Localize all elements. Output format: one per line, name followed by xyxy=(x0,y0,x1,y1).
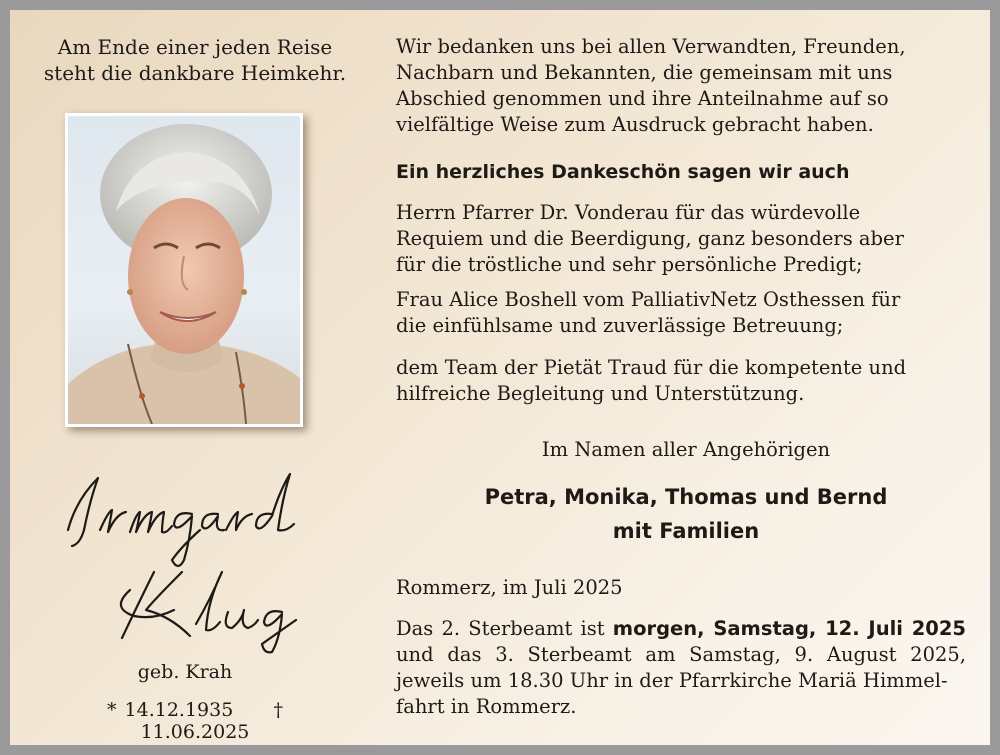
life-dates xyxy=(50,699,340,743)
bereaved-family xyxy=(396,480,976,548)
text-line: Wir bedanken uns bei allen Verwandten, Freunden, xyxy=(396,35,906,58)
text-line: Herrn Pfarrer Dr. Vonderau für das würdevolle xyxy=(396,201,861,224)
motto-line: steht die dankbare Heimkehr. xyxy=(43,61,347,85)
notice-text: fahrt in Rommerz. xyxy=(396,695,577,718)
service-notice xyxy=(396,616,966,720)
notice-highlight-date: morgen, Samstag, 12. Juli 2025 xyxy=(612,617,966,640)
thanks-funeral-home xyxy=(396,355,966,407)
maiden-name: geb. Krah xyxy=(137,661,233,683)
text-line: die einfühlsame und zuverlässige Betreuung; xyxy=(396,314,844,337)
text-line: hilfreiche Begleitung und Unterstützung. xyxy=(396,382,805,405)
text-line: Frau Alice Boshell vom PalliativNetz Osthessen für xyxy=(396,288,901,311)
bereaved-families: mit Familien xyxy=(612,519,760,543)
obituary-card xyxy=(10,10,990,745)
portrait-photo xyxy=(68,116,300,424)
text-line: Requiem und die Beerdigung, ganz besonders aber xyxy=(396,227,904,250)
motto-line: Am Ende einer jeden Reise xyxy=(57,35,333,59)
notice-text: Das 2. Sterbeamt ist xyxy=(396,617,605,640)
death-date: † 11.06.2025 xyxy=(140,699,284,743)
portrait-photo-frame xyxy=(65,113,303,427)
text-line: vielfältige Weise zum Ausdruck gebracht haben. xyxy=(396,113,874,136)
portrait-illustration xyxy=(68,116,300,424)
bereaved-names: Petra, Monika, Thomas und Bernd xyxy=(484,485,888,509)
thanks-pastor xyxy=(396,200,966,278)
thanks-heading: Ein herzliches Dankeschön sagen wir auch xyxy=(396,161,850,183)
motto xyxy=(30,34,360,86)
handwritten-name-lettering xyxy=(50,460,340,655)
text-line: dem Team der Pietät Traud für die kompetente und xyxy=(396,356,907,379)
text-line: Nachbarn und Bekannten, die gemeinsam mit uns xyxy=(396,61,893,84)
birth-date: * 14.12.1935 xyxy=(106,699,234,721)
thanks-intro xyxy=(396,34,966,138)
place-date: Rommerz, im Juli 2025 xyxy=(396,576,623,599)
thanks-palliative xyxy=(396,287,966,339)
on-behalf-line: Im Namen aller Angehörigen xyxy=(541,438,831,461)
text-line: für die tröstliche und sehr persönliche Predigt; xyxy=(396,253,863,276)
text-line: Abschied genommen und ihre Anteilnahme auf so xyxy=(396,87,889,110)
notice-text: und das 3. Sterbeamt am Samstag, 9. August 2025, jeweils um 18.30 Uhr in der Pfarrkirche Mariä Himmel- xyxy=(396,643,966,692)
deceased-name-script xyxy=(50,460,340,655)
